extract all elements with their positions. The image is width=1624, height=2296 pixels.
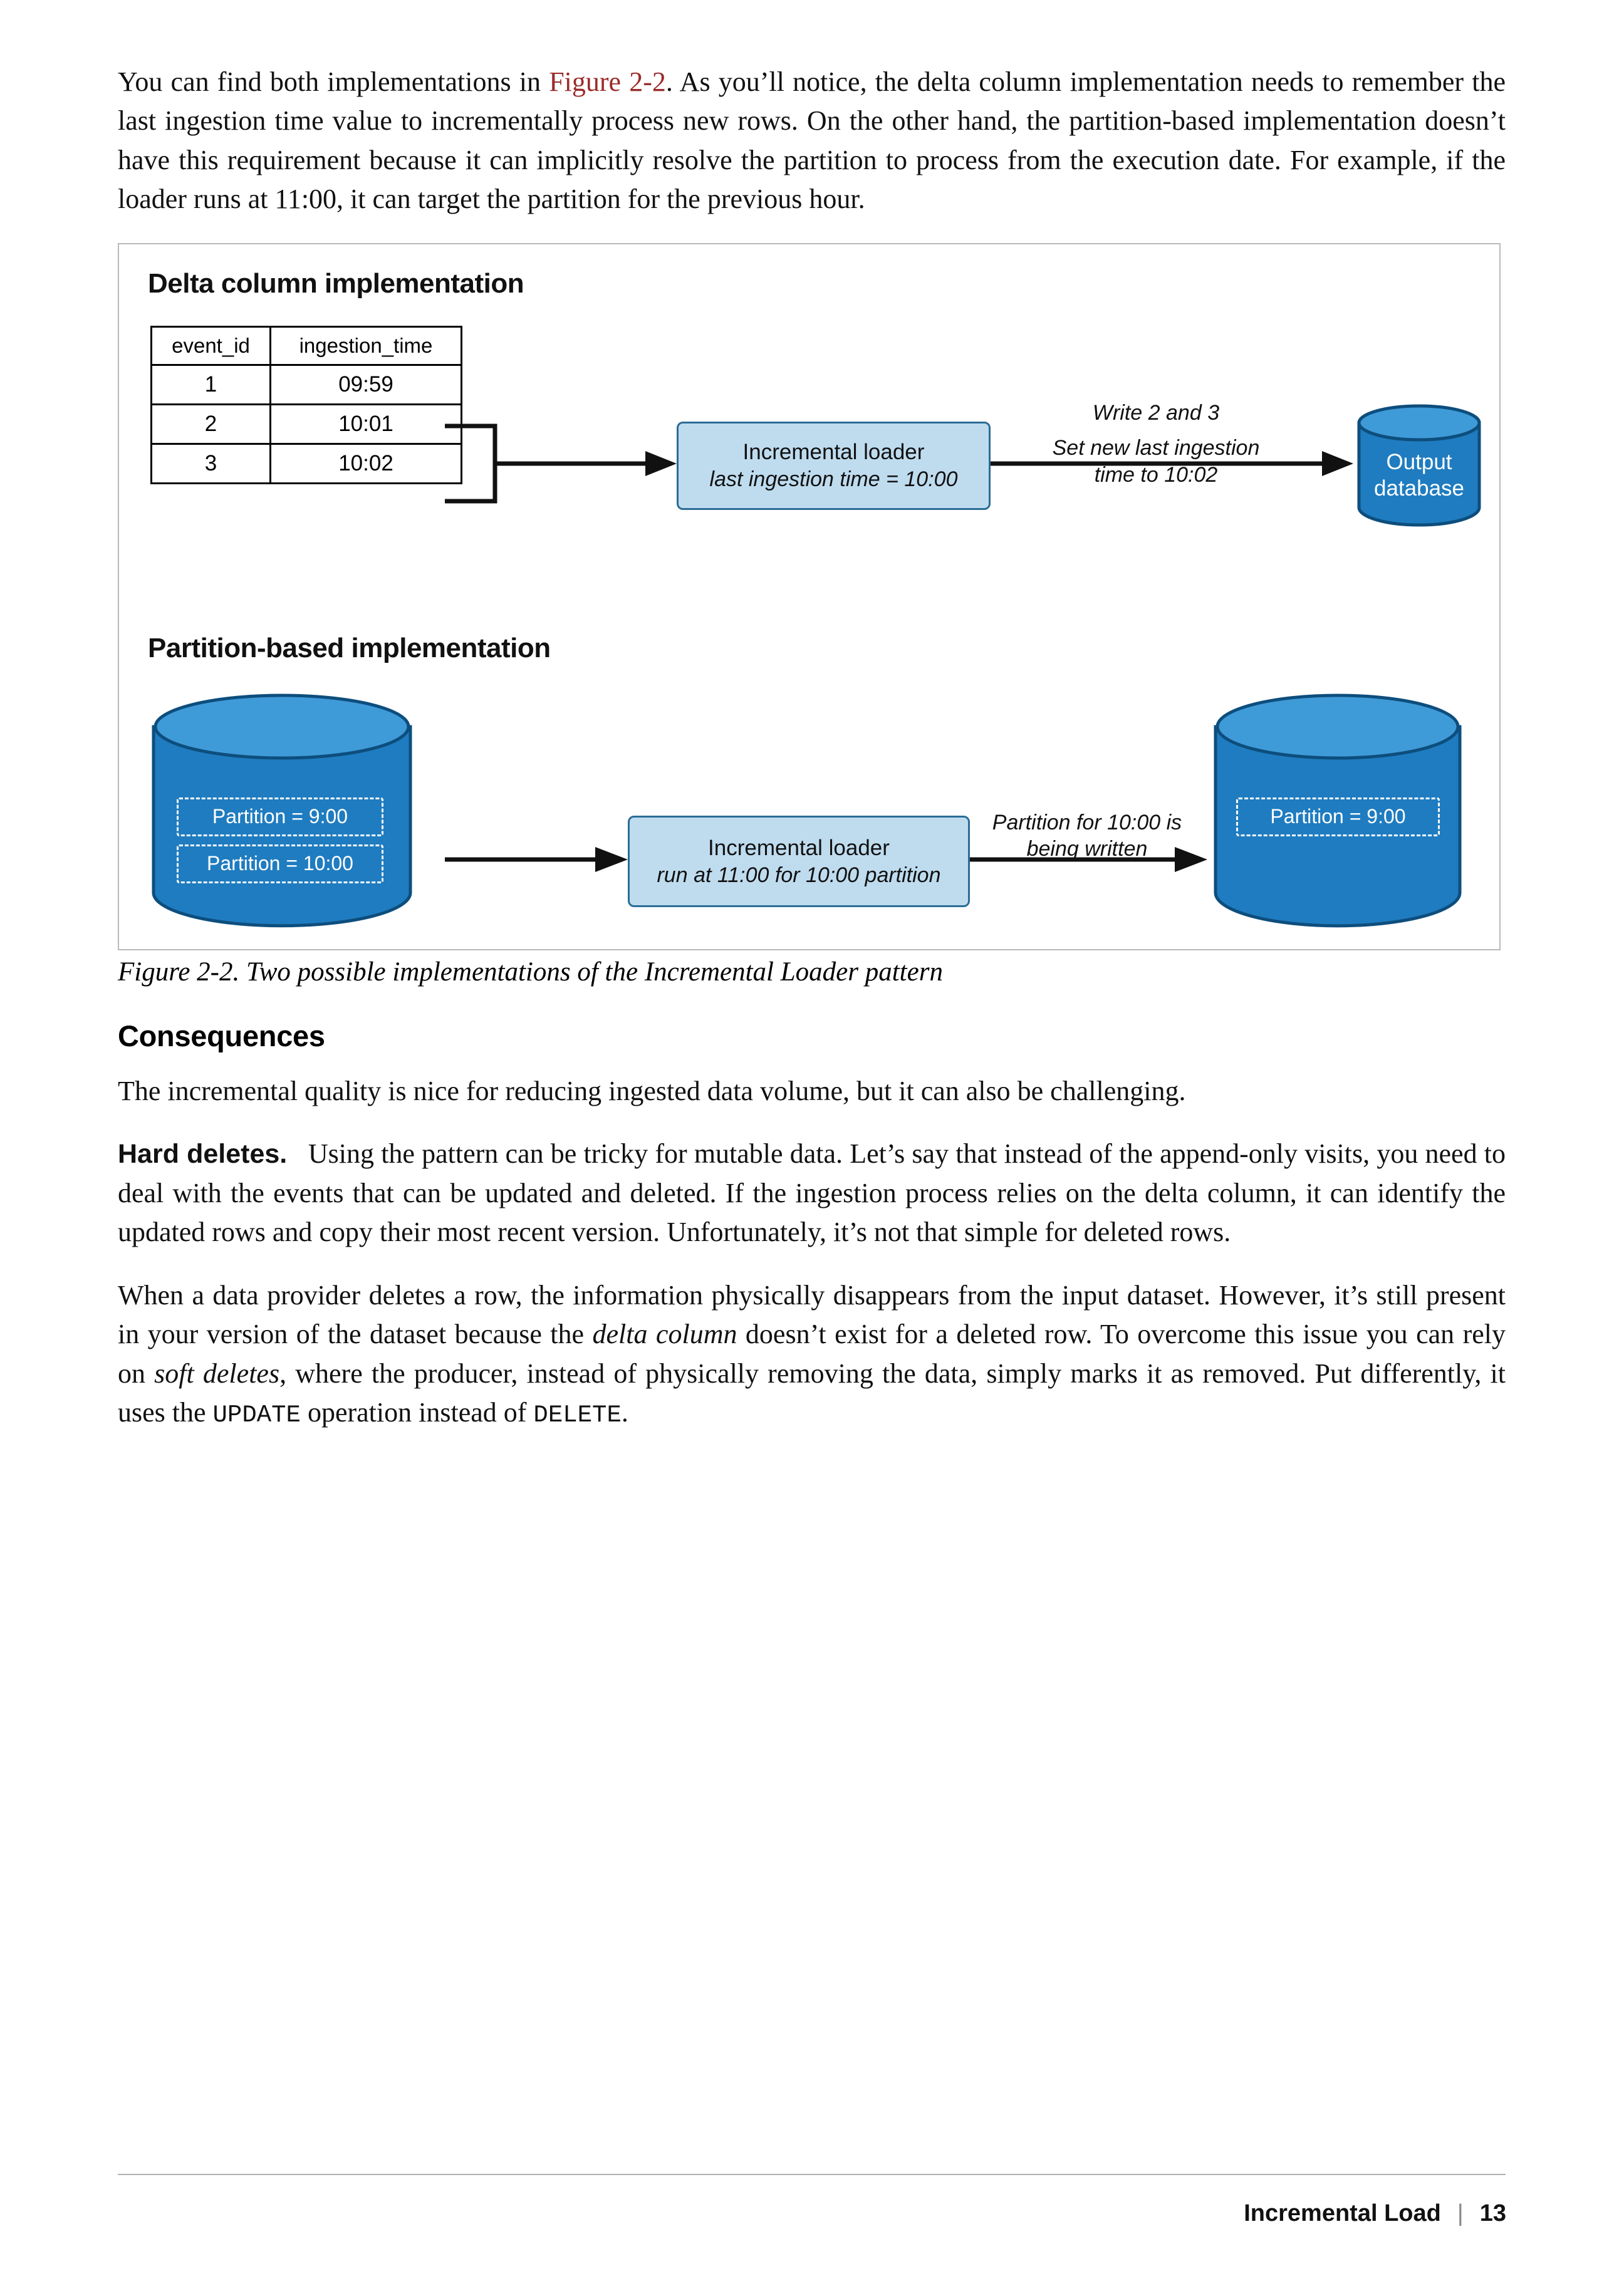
delta-incremental-loader-box [677,422,991,510]
partition-arrow-label-line2: being written [1026,837,1148,861]
output-database-line2: database [1373,475,1465,501]
soft-deletes-text-1: When a data provider deletes a row, the information physically disappears from the input dataset. However, it’s still present in your version of the dataset because the [118,1279,1506,1350]
section-heading-consequences: Consequences [118,1019,325,1052]
partition-arrow-label [965,809,1209,863]
soft-deletes-emphasis-delta-column: delta column [592,1319,737,1350]
delta-loader-line2: last ingestion time = 10:00 [709,467,958,491]
delta-arrow-label [1002,400,1309,489]
soft-deletes-text-4: operation instead of [300,1397,534,1428]
cell-event-id: 1 [152,365,271,404]
delta-arrow-label-line2: Set new last ingestion [1052,436,1260,460]
cell-event-id: 2 [152,404,271,444]
footer-separator: | [1457,2200,1464,2226]
cell-ingestion-time: 10:02 [271,444,462,483]
code-update: UPDATE [212,1401,301,1430]
output-database-label [1356,449,1482,502]
column-header-ingestion-time: ingestion_time [271,326,462,365]
partition-section-title: Partition-based implementation [148,632,551,663]
soft-deletes-emphasis-soft-deletes: soft deletes [154,1358,280,1389]
intro-paragraph [118,63,1506,219]
page-footer [1244,2200,1506,2227]
delta-arrow-label-line3: time to 10:02 [1094,462,1218,487]
page-content [118,63,1506,1457]
column-header-event-id: event_id [152,326,271,365]
figure-2-2 [118,243,1501,950]
partition-loader-line2: run at 11:00 for 10:00 partition [657,863,941,887]
figure-reference-link[interactable]: Figure 2-2 [549,66,666,97]
soft-deletes-text-2: doesn’t exist for a deleted row. To overcome this issue you can rely on [118,1319,1506,1389]
partition-loader-line1: Incremental loader [708,835,890,860]
delta-loader-line1: Incremental loader [742,440,925,465]
source-partition-cylinder [150,692,414,930]
footer-section-title: Incremental Load [1244,2200,1441,2226]
delta-section-title: Delta column implementation [148,268,524,299]
footer-divider [118,2174,1506,2175]
partition-incremental-loader-box [628,816,970,907]
delta-arrow-label-line1: Write 2 and 3 [1092,400,1220,425]
source-partition-chip-10: Partition = 10:00 [177,844,383,883]
soft-deletes-text-3: , where the producer, instead of physically removing the data, simply marks it as removed. Put differently, it uses the [118,1358,1506,1428]
intro-text-a: You can find both implementations in [118,66,549,97]
page-number: 13 [1479,2200,1506,2226]
source-partition-chip-9: Partition = 9:00 [177,797,383,836]
target-partition-cylinder [1212,692,1463,930]
output-database-line1: Output [1386,449,1452,474]
soft-deletes-paragraph [118,1276,1506,1433]
partition-arrow-label-line1: Partition for 10:00 is [992,810,1182,834]
cell-ingestion-time: 09:59 [271,365,462,404]
consequences-paragraph: The incremental quality is nice for reducing ingested data volume, but it can also be challenging. [118,1075,1186,1106]
hard-deletes-runin: Hard deletes. [118,1139,288,1170]
hard-deletes-body: Using the pattern can be tricky for mutable data. Let’s say that instead of the append-only visits, you need to deal with the events that can be updated and deleted. If the ingestion process relies on the delta column, it can identify the updated rows and copy their most recent version. Unfortunately, it’s not that simple for deleted rows. [118,1138,1506,1248]
output-database-cylinder [1356,404,1482,526]
figure-caption: Figure 2-2. Two possible implementations of the Incremental Loader pattern [118,957,943,987]
code-delete: DELETE [533,1401,622,1430]
target-partition-chip-9: Partition = 9:00 [1236,797,1440,836]
intro-text-b: . As you’ll notice, the delta column implementation needs to remember the last ingestion time value to incrementally process new rows. On the other hand, the partition-based implementation doesn’t have this requirement because it can implicitly resolve the partition to process from the execution date. For example, if the loader runs at 11:00, it can target the partition for the previous hour. [118,66,1506,215]
hard-deletes-paragraph [118,1135,1506,1252]
cell-event-id: 3 [152,444,271,483]
soft-deletes-text-5: . [621,1397,628,1428]
cell-ingestion-time: 10:01 [271,404,462,444]
